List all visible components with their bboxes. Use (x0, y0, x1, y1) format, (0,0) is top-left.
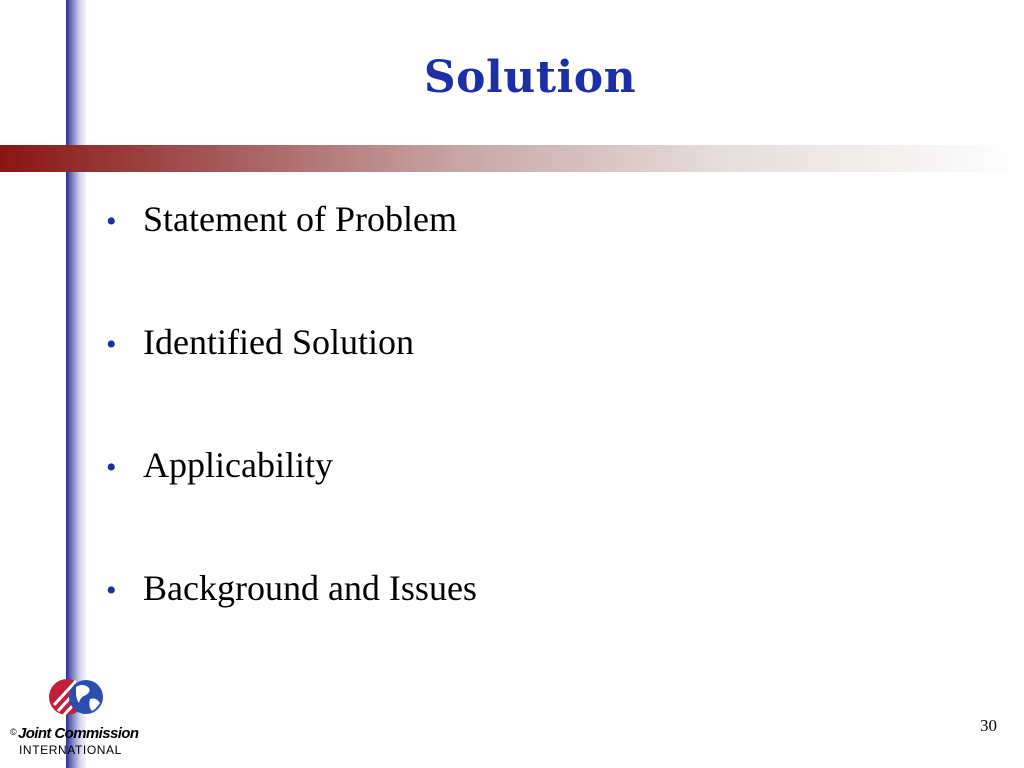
side-accent-bar (66, 0, 86, 768)
bullet-text: Background and Issues (143, 568, 477, 608)
bullet-text: Applicability (143, 445, 333, 485)
logo-name: Joint Commission (18, 725, 139, 742)
copyright-mark: © (10, 727, 17, 737)
bullet-item (106, 444, 477, 567)
bullet-dot-icon: • (106, 574, 117, 607)
joint-commission-logo (8, 675, 138, 763)
bullet-dot-icon: • (106, 328, 117, 361)
bullet-text: Identified Solution (143, 322, 414, 362)
bullet-dot-icon: • (106, 205, 117, 238)
bullet-item (106, 198, 477, 321)
bullet-dot-icon: • (106, 451, 117, 484)
bullet-item (106, 321, 477, 444)
slide-title: Solution (423, 52, 637, 103)
bullet-item (106, 567, 477, 690)
bullet-text: Statement of Problem (143, 199, 457, 239)
globe-logo-icon (46, 675, 108, 723)
page-number: 30 (980, 716, 997, 735)
title-divider-band (0, 145, 1024, 172)
logo-subtitle: INTERNATIONAL (19, 743, 122, 757)
bullet-list (106, 198, 477, 690)
